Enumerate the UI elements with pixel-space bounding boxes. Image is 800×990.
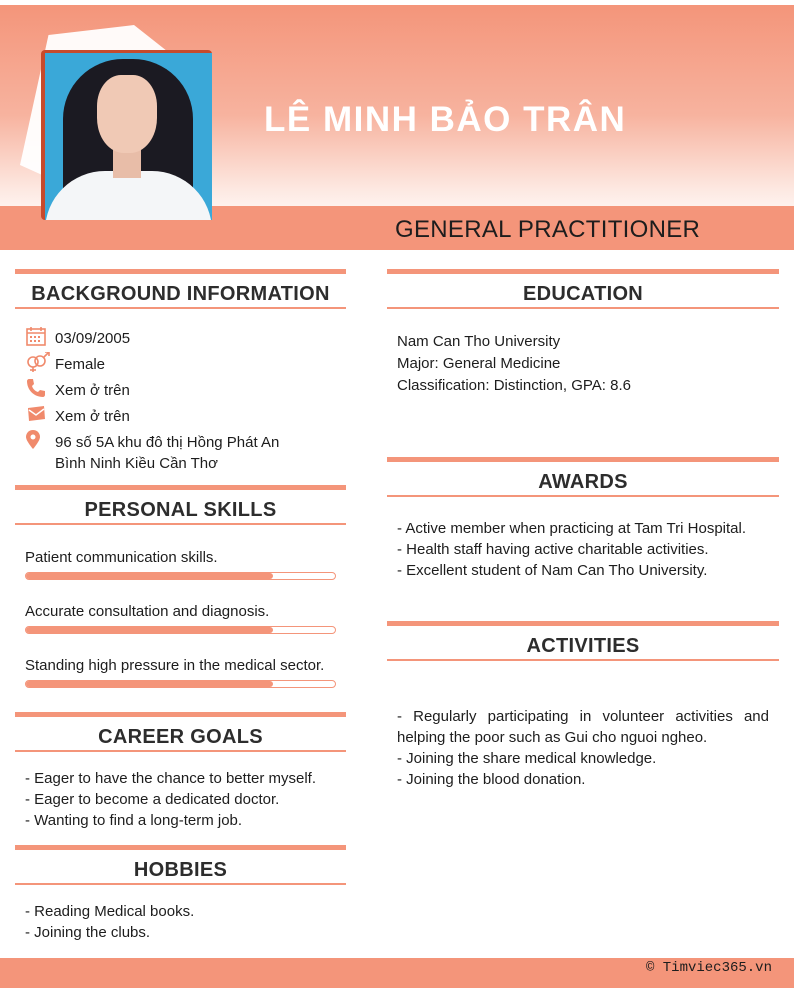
hobbies-list [25, 901, 194, 943]
list-item: - Joining the blood donation. [397, 771, 586, 788]
calendar-icon [25, 326, 47, 346]
skill-bar [25, 626, 336, 634]
profile-photo [45, 53, 212, 220]
list-item: - Reading Medical books. [25, 903, 195, 920]
skill-bar [25, 680, 336, 688]
address-line-1: 96 số 5A khu đô thị Hồng Phát An [55, 434, 280, 451]
skill-fill [26, 627, 273, 633]
job-title: GENERAL PRACTITIONER [395, 216, 701, 243]
skill-bar [25, 572, 336, 580]
education-school: Nam Can Tho University [397, 333, 561, 350]
list-item: - Active member when practicing at Tam Tri Hospital. [397, 520, 747, 537]
birthday-value: 03/09/2005 [55, 330, 131, 347]
activity-item: - Regularly participating in volunteer activities and helping the poor such as Gui cho nguoi ngheo. [397, 708, 769, 746]
career-goals-list [25, 768, 316, 831]
section-skills-heading: PERSONAL SKILLS [15, 485, 346, 525]
skill-label: Standing high pressure in the medical sector. [25, 657, 325, 674]
activities-list [397, 748, 656, 790]
footer-band [0, 958, 794, 988]
list-item: - Health staff having active charitable activities. [397, 541, 709, 558]
section-career-goals-heading: CAREER GOALS [15, 712, 346, 752]
skill-label: Patient communication skills. [25, 549, 218, 566]
phone-icon [25, 378, 47, 398]
section-background-heading: BACKGROUND INFORMATION [15, 269, 346, 309]
email-value: Xem ở trên [55, 408, 130, 425]
skill-fill [26, 573, 273, 579]
section-activities-heading: ACTIVITIES [387, 621, 779, 661]
gender-icon [25, 352, 47, 372]
section-education-heading: EDUCATION [387, 269, 779, 309]
skill-label: Accurate consultation and diagnosis. [25, 603, 270, 620]
gender-value: Female [55, 356, 106, 373]
map-pin-icon [25, 430, 47, 450]
skill-fill [26, 681, 273, 687]
address-line-2: Bình Ninh Kiều Cần Thơ [55, 455, 218, 472]
section-hobbies-heading: HOBBIES [15, 845, 346, 885]
candidate-name: LÊ MINH BẢO TRÂN [264, 100, 627, 139]
list-item: - Joining the share medical knowledge. [397, 750, 657, 767]
awards-list [397, 518, 746, 581]
list-item: - Eager to have the chance to better myself. [25, 770, 316, 787]
list-item: - Eager to become a dedicated doctor. [25, 791, 280, 808]
education-classification: Classification: Distinction, GPA: 8.6 [397, 377, 631, 394]
footer-credit: © Timviec365.vn [645, 960, 772, 976]
list-item: - Excellent student of Nam Can Tho University. [397, 562, 708, 579]
education-details [397, 331, 631, 397]
envelope-icon [25, 404, 47, 424]
phone-value: Xem ở trên [55, 382, 130, 399]
section-awards-heading: AWARDS [387, 457, 779, 497]
list-item: - Wanting to find a long-term job. [25, 812, 243, 829]
list-item: - Joining the clubs. [25, 924, 151, 941]
education-major: Major: General Medicine [397, 355, 561, 372]
